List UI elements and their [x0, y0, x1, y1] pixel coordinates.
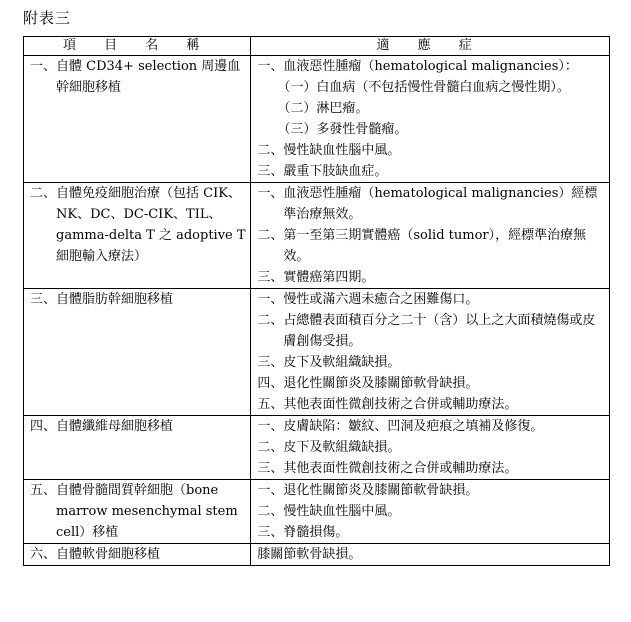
indication-subitem	[257, 77, 606, 98]
item-number: 五、	[30, 483, 57, 498]
indication-item	[257, 437, 606, 458]
table-body	[24, 56, 610, 566]
indication-number: 三、	[257, 270, 284, 285]
indication-item	[257, 501, 606, 522]
item-name: 自體纖維母細胞移植	[56, 419, 174, 434]
indication-cell	[251, 416, 610, 480]
item-name-cell	[24, 544, 251, 566]
table-title: 附表三	[23, 9, 72, 27]
indication-item	[257, 267, 606, 288]
table-header-row	[24, 37, 610, 56]
indication-subitem	[257, 98, 606, 119]
indication-item	[257, 56, 606, 77]
table-row	[24, 416, 610, 480]
indication-item	[257, 140, 606, 161]
indication-item	[257, 352, 606, 373]
indication-number: 二、	[257, 440, 284, 455]
indication-text: 退化性關節炎及膝關節軟骨缺損。	[283, 483, 479, 498]
indication-number: （二）	[277, 101, 317, 116]
item-number: 一、	[30, 59, 57, 74]
item-name: 自體脂肪幹細胞移植	[56, 292, 174, 307]
indication-item	[257, 416, 606, 437]
indication-text: 多發性骨髓瘤。	[316, 122, 408, 137]
indication-number: 三、	[257, 355, 284, 370]
indication-number: 二、	[257, 504, 284, 519]
table-row	[24, 56, 610, 183]
indication-item	[257, 480, 606, 501]
indication-number: 二、	[257, 313, 284, 328]
indication-subitem	[257, 119, 606, 140]
indication-number: （一）	[277, 80, 317, 95]
indication-text: 退化性關節炎及膝關節軟骨缺損。	[283, 376, 479, 391]
header-item-label: 項 目 名 稱	[62, 38, 212, 53]
indications-table	[23, 36, 610, 566]
indication-text: 占總體表面積百分之二十（含）以上之大面積燒傷或皮膚創傷受損。	[283, 313, 596, 349]
indication-cell	[251, 289, 610, 416]
header-indication-label: 適 應 症	[376, 38, 484, 53]
item-name-cell	[24, 416, 251, 480]
indication-item	[257, 289, 606, 310]
indication-item	[257, 310, 606, 352]
table-row	[24, 289, 610, 416]
indication-text: 實體癌第四期。	[283, 270, 375, 285]
indication-number: 一、	[257, 483, 284, 498]
indication-number: 一、	[257, 292, 284, 307]
item-name-cell	[24, 56, 251, 183]
indication-number: 四、	[257, 376, 284, 391]
item-name: 自體免疫細胞治療（包括 CIK、NK、DC、DC-CIK、TIL、gamma-delta T 之 adoptive T 細胞輸入療法）	[56, 186, 246, 264]
indication-cell	[251, 544, 610, 566]
indication-text: 慢性缺血性腦中風。	[283, 143, 401, 158]
indication-number: 三、	[257, 461, 284, 476]
indication-text: 淋巴瘤。	[316, 101, 369, 116]
indication-item	[257, 161, 606, 182]
indication-text: 血液惡性腫瘤（hematological malignancies）經標準治療無效。	[283, 186, 598, 222]
indication-text: 白血病（不包括慢性骨髓白血病之慢性期）。	[316, 80, 570, 95]
table-row	[24, 183, 610, 289]
indication-cell	[251, 183, 610, 289]
indication-text: 皮下及軟組織缺損。	[283, 355, 401, 370]
indication-text: 皮下及軟組織缺損。	[283, 440, 401, 455]
indication-item	[257, 522, 606, 543]
table-row	[24, 480, 610, 544]
indication-text: 其他表面性微創技術之合併或輔助療法。	[283, 397, 518, 412]
item-number: 四、	[30, 419, 57, 434]
table-row	[24, 544, 610, 566]
header-item-name	[24, 37, 251, 56]
indication-item	[257, 544, 606, 565]
indication-cell	[251, 56, 610, 183]
indication-text: 第一至第三期實體癌（solid tumor），經標準治療無效。	[283, 228, 587, 264]
item-name-cell	[24, 480, 251, 544]
item-name: 自體 CD34+ selection 周邊血幹細胞移植	[56, 59, 241, 95]
indication-text: 慢性缺血性腦中風。	[283, 504, 401, 519]
item-name: 自體骨髓間質幹細胞（bone marrow mesenchymal stem cell）移植	[56, 483, 238, 540]
indication-item	[257, 225, 606, 267]
indication-number: 二、	[257, 143, 284, 158]
indication-number: 二、	[257, 228, 284, 243]
indication-number: 五、	[257, 397, 284, 412]
indication-text: 脊髓損傷。	[283, 525, 349, 540]
indication-cell	[251, 480, 610, 544]
indication-item	[257, 183, 606, 225]
indication-number: 一、	[257, 419, 284, 434]
indication-item	[257, 458, 606, 479]
item-name-cell	[24, 183, 251, 289]
item-number: 六、	[30, 547, 57, 562]
item-name-cell	[24, 289, 251, 416]
indication-number: 三、	[257, 164, 284, 179]
indication-number: 一、	[257, 186, 284, 201]
indication-item	[257, 373, 606, 394]
header-indication	[251, 37, 610, 56]
indication-text: 嚴重下肢缺血症。	[283, 164, 388, 179]
indication-number: 三、	[257, 525, 284, 540]
indication-text: 皮膚缺陷：皺紋、凹洞及疤痕之填補及修復。	[283, 419, 544, 434]
item-name: 自體軟骨細胞移植	[56, 547, 161, 562]
indication-text: 慢性或滿六週未癒合之困難傷口。	[283, 292, 479, 307]
indication-text: 血液惡性腫瘤（hematological malignancies）：	[283, 59, 578, 74]
item-number: 二、	[30, 186, 57, 201]
indication-number: （三）	[277, 122, 317, 137]
indication-text: 其他表面性微創技術之合併或輔助療法。	[283, 461, 518, 476]
indication-item	[257, 394, 606, 415]
item-number: 三、	[30, 292, 57, 307]
indication-text: 膝關節軟骨缺損。	[257, 547, 362, 562]
indication-number: 一、	[257, 59, 284, 74]
